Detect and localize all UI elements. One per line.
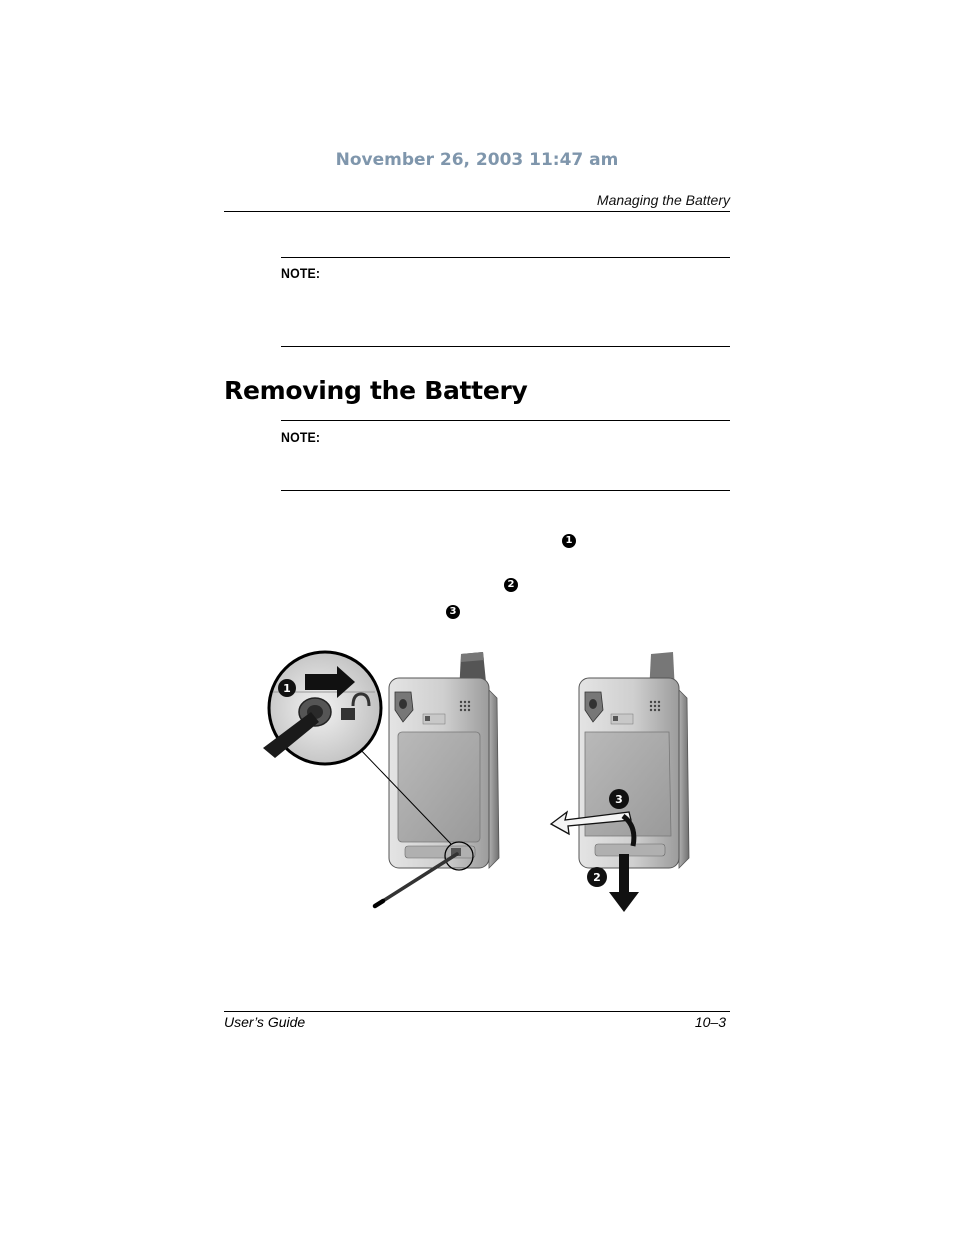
note1-label: NOTE: [281,265,321,281]
print-timestamp: November 26, 2003 11:47 am [335,150,619,170]
footer-page-number: 10–3 [694,1014,726,1030]
step-marker-3: 3 [446,605,460,619]
step-marker-1: 1 [562,534,576,548]
zoom-inset [263,652,381,764]
header-rule [224,211,730,212]
running-head: Managing the Battery [596,192,730,208]
section-title: Removing the Battery [224,376,528,405]
figure-callout-1: 1 [283,682,291,695]
right-device-illustration [551,652,689,912]
figure-callout-2: 2 [593,871,601,884]
battery-removal-illustration [255,640,705,920]
note2-bottom-rule [281,490,730,491]
note2-label: NOTE: [281,429,321,445]
note1-bottom-rule [281,346,730,347]
footer-rule [224,1011,730,1012]
note2-top-rule [281,420,730,421]
note1-top-rule [281,257,730,258]
step-marker-2: 2 [504,578,518,592]
battery-removal-figure [255,640,705,920]
footer-left: User’s Guide [224,1014,306,1030]
figure-callout-3: 3 [615,793,623,806]
